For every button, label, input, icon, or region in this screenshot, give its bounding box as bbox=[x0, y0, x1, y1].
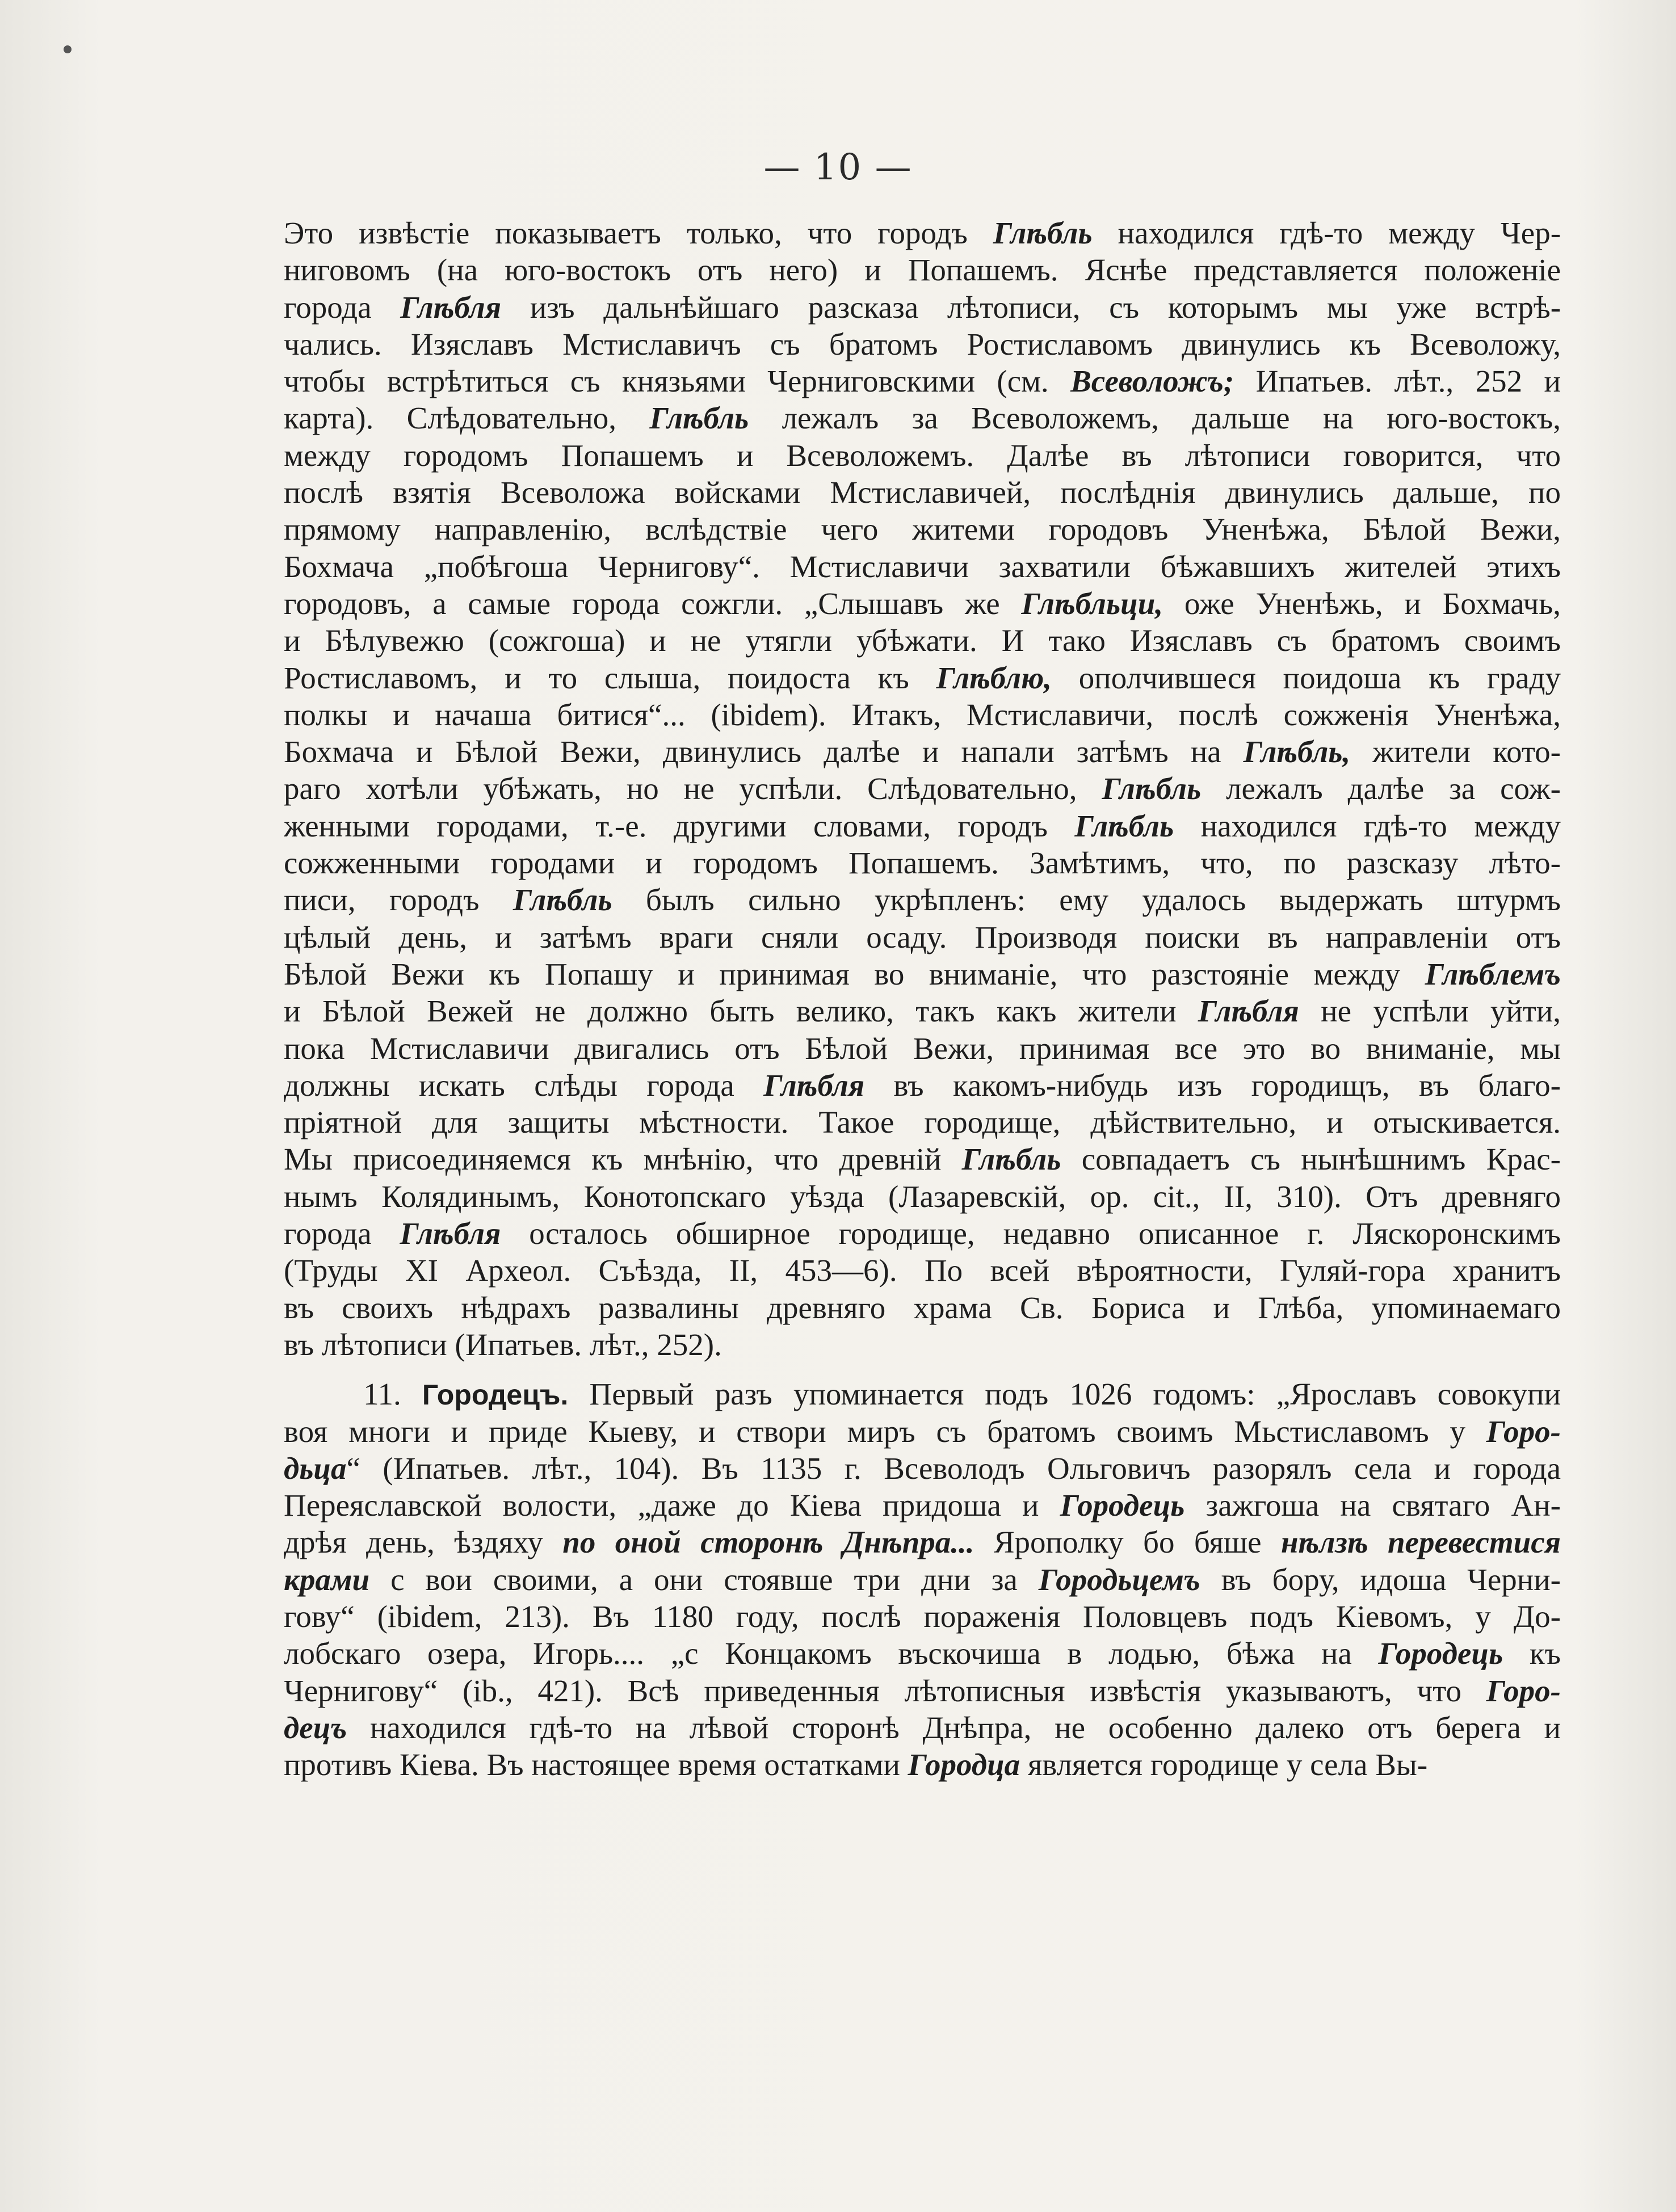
text-run: гову“ (ibidem, 213). Въ 1180 году, послѣ пораженія Половцевъ подъ Кіевомъ, у До- bbox=[284, 1599, 1561, 1634]
text-run: 11. bbox=[363, 1377, 422, 1412]
text-run: лежалъ далѣе за сож- bbox=[1201, 771, 1561, 806]
text-run: въ лѣтописи (Ипатьев. лѣт., 252). bbox=[284, 1327, 722, 1362]
italic-name: Глѣблю, bbox=[936, 660, 1052, 695]
text-run: дрѣя день, ѣздяху bbox=[284, 1525, 563, 1560]
text-run: осталось обширное городище, недавно описанное г. Ляскоронскимъ bbox=[501, 1216, 1561, 1251]
text-line bbox=[284, 1487, 1561, 1524]
text-line bbox=[284, 548, 1561, 585]
text-run: Ярополку бо бяше bbox=[974, 1525, 1281, 1560]
text-run: былъ сильно укрѣпленъ: ему удалось выдержать штурмъ bbox=[612, 882, 1561, 918]
text-line bbox=[284, 881, 1561, 918]
text-line bbox=[284, 1252, 1561, 1289]
text-run: чались. Изяславъ Мстиславичъ съ братомъ Ростиславомъ двинулись къ Всеволожу, bbox=[284, 326, 1561, 361]
text-line bbox=[284, 289, 1561, 326]
text-run: Чернигову“ (ib., 421). Всѣ приведенныя лѣтописныя извѣстія указываютъ, что bbox=[284, 1673, 1486, 1708]
text-run: зажгоша на святаго Ан- bbox=[1184, 1488, 1561, 1523]
text-run: является городище у села Вы- bbox=[1020, 1747, 1428, 1782]
text-run: Бохмача „побѣгоша Чернигову“. Мстиславичи захватили бѣжавшихъ жителей этихъ bbox=[284, 549, 1561, 584]
text-run: къ bbox=[1503, 1636, 1561, 1671]
text-run: Переяславской волости, „даже до Кіева придоша и bbox=[284, 1488, 1060, 1523]
italic-name: Глѣблемъ bbox=[1425, 956, 1561, 991]
italic-name: дьца bbox=[284, 1450, 347, 1486]
text-line bbox=[284, 844, 1561, 881]
italic-name: Глѣбля bbox=[400, 1216, 501, 1251]
italic-name: Глѣбля bbox=[400, 289, 502, 325]
text-line bbox=[284, 622, 1561, 659]
text-line bbox=[284, 1326, 1561, 1363]
italic-name: крами bbox=[284, 1562, 370, 1597]
text-line bbox=[284, 808, 1561, 844]
text-run: Ипатьев. лѣт., 252 и bbox=[1234, 364, 1561, 399]
text-run: пріятной для защиты мѣстности. Такое городище, дѣйствительно, и отыскивается. bbox=[284, 1105, 1561, 1140]
text-line bbox=[284, 1215, 1561, 1252]
italic-name: Горо- bbox=[1486, 1414, 1561, 1449]
text-line bbox=[284, 363, 1561, 399]
text-run: чтобы встрѣтиться съ князьями Черниговскими (см. bbox=[284, 364, 1071, 399]
text-line bbox=[284, 326, 1561, 363]
text-run: Первый разъ упоминается подъ 1026 годомъ: „Ярославъ совокупи bbox=[568, 1377, 1561, 1412]
text-line bbox=[284, 733, 1561, 770]
text-line bbox=[284, 251, 1561, 288]
text-run: города bbox=[284, 289, 401, 325]
text-run: с вои своими, а они стоявше три дни за bbox=[369, 1562, 1039, 1597]
text-line bbox=[284, 659, 1561, 696]
text-run: ополчившеся поидоша къ граду bbox=[1051, 660, 1561, 695]
text-run: противъ Кіева. Въ настоящее время остатками bbox=[284, 1747, 908, 1782]
text-line bbox=[284, 215, 1561, 251]
text-line bbox=[284, 1376, 1561, 1412]
italic-name: Горо- bbox=[1486, 1673, 1561, 1708]
text-line bbox=[284, 585, 1561, 622]
text-run: ниговомъ (на юго-востокъ отъ него) и Попашемъ. Яснѣе представляется положеніе bbox=[284, 253, 1561, 288]
text-line bbox=[284, 1635, 1561, 1672]
text-run: совпадаетъ съ нынѣшнимъ Крас- bbox=[1061, 1142, 1561, 1177]
italic-name: Глѣбльци, bbox=[1021, 586, 1163, 621]
text-run: женными городами, т.-е. другими словами, городъ bbox=[284, 808, 1075, 843]
text-run: нымъ Колядинымъ, Конотопскаго уѣзда (Лазаревскій, op. cit., II, 310). Отъ древняго bbox=[284, 1179, 1561, 1214]
text-line bbox=[284, 1104, 1561, 1141]
italic-name: Глѣбль bbox=[1074, 808, 1174, 843]
text-line bbox=[284, 1289, 1561, 1326]
text-line bbox=[284, 956, 1561, 993]
text-run: послѣ взятія Всеволожа войсками Мстиславичей, послѣднія двинулись дальше, по bbox=[284, 475, 1561, 510]
text-run: цѣлый день, и затѣмъ враги сняли осаду. Производя поиски въ направленіи отъ bbox=[284, 919, 1561, 954]
text-run: писи, городъ bbox=[284, 882, 513, 918]
page-number: — 10 — bbox=[763, 146, 913, 188]
paragraph-gorodets bbox=[284, 1376, 1561, 1783]
text-run: между городомъ Попашемъ и Всеволожемъ. Далѣе въ лѣтописи говорится, что bbox=[284, 438, 1561, 473]
text-run: Ростиславомъ, и то слыша, поидоста къ bbox=[284, 660, 936, 695]
italic-name: Глѣбль, bbox=[1243, 734, 1351, 769]
text-run: жители кото- bbox=[1350, 734, 1561, 769]
text-run: Бѣлой Вежи къ Попашу и принимая во вниманіе, что разстояніе между bbox=[284, 956, 1425, 991]
italic-name: Глѣбль bbox=[993, 216, 1093, 250]
text-run: (Труды XI Археол. Съѣзда, II, 453—6). По всей вѣроятности, Гуляй-гора хранитъ bbox=[284, 1253, 1561, 1288]
text-run: воя многи и приде Кыеву, и створи миръ съ братомъ своимъ Мьстиславомъ у bbox=[284, 1414, 1486, 1449]
text-run: Мы присоединяемся къ мнѣнію, что древній bbox=[284, 1142, 962, 1177]
text-line bbox=[284, 1709, 1561, 1746]
text-run: въ бору, идоша Черни- bbox=[1200, 1562, 1561, 1597]
text-line bbox=[284, 1672, 1561, 1709]
text-run: карта). Слѣдовательно, bbox=[284, 401, 650, 436]
text-line bbox=[284, 1598, 1561, 1635]
text-line bbox=[284, 1067, 1561, 1104]
text-run: городовъ, а самые города сожгли. „Слышавъ же bbox=[284, 586, 1022, 621]
italic-name: Всеволожъ; bbox=[1070, 364, 1234, 399]
text-run: находился гдѣ-то между bbox=[1174, 808, 1561, 843]
italic-name: Глѣбля bbox=[1198, 994, 1299, 1029]
italic-name: Городець bbox=[1378, 1636, 1503, 1671]
text-line bbox=[284, 1561, 1561, 1598]
text-line bbox=[284, 993, 1561, 1029]
text-line bbox=[284, 1746, 1561, 1783]
italic-name: Глѣбль bbox=[513, 882, 612, 918]
text-run: изъ дальнѣйшаго разсказа лѣтописи, съ которымъ мы уже встрѣ- bbox=[501, 289, 1561, 325]
italic-name: Городець bbox=[1060, 1488, 1185, 1523]
text-line bbox=[284, 1141, 1561, 1178]
text-line bbox=[284, 696, 1561, 733]
text-run: раго хотѣли убѣжать, но не успѣли. Слѣдовательно, bbox=[284, 771, 1102, 806]
paragraph-gleb bbox=[284, 215, 1561, 1363]
italic-name: Глѣбль bbox=[649, 401, 749, 436]
text-run: “ (Ипатьев. лѣт., 104). Въ 1135 г. Всеволодъ Ольговичъ разорялъ села и города bbox=[346, 1450, 1561, 1486]
text-line bbox=[284, 1413, 1561, 1450]
text-run: пока Мстиславичи двигались отъ Бѣлой Вежи, принимая все это во вниманіе, мы bbox=[284, 1031, 1561, 1066]
text-line bbox=[284, 511, 1561, 548]
text-run: не успѣли уйти, bbox=[1299, 994, 1561, 1029]
italic-name: децъ bbox=[284, 1710, 347, 1745]
text-run: города bbox=[284, 1216, 400, 1251]
text-line bbox=[284, 1178, 1561, 1215]
text-run: полкы и начаша битися“... (ibidem). Итакъ, Мстиславичи, послѣ сожженія Уненѣжа, bbox=[284, 697, 1561, 732]
italic-name: Глѣбль bbox=[961, 1142, 1061, 1177]
text-run: находился гдѣ-то между Чер- bbox=[1092, 216, 1561, 250]
text-run: оже Уненѣжь, и Бохмачь, bbox=[1163, 586, 1561, 621]
italic-name: по оной сторонѣ Днѣпра... bbox=[562, 1525, 974, 1560]
text-run: прямому направленію, вслѣдствіе чего житеми городовъ Уненѣжа, Бѣлой Вежи, bbox=[284, 512, 1561, 547]
text-line bbox=[284, 437, 1561, 474]
text-line bbox=[284, 1450, 1561, 1487]
text-run: въ какомъ-нибудь изъ городищъ, въ благо- bbox=[864, 1067, 1561, 1103]
ink-speck bbox=[64, 45, 72, 53]
text-block bbox=[284, 215, 1561, 1783]
text-line bbox=[284, 770, 1561, 807]
text-run: Бохмача и Бѣлой Вежи, двинулись далѣе и напали затѣмъ на bbox=[284, 734, 1244, 769]
text-run: находился гдѣ-то на лѣвой сторонѣ Днѣпра, не особенно далеко отъ берега и bbox=[347, 1710, 1561, 1745]
italic-name: Глѣбля bbox=[763, 1067, 865, 1103]
text-run: лобскаго озера, Игорь.... „с Концакомъ въскочиша в лодью, бѣжа на bbox=[284, 1636, 1379, 1671]
text-run: и Бѣлувежю (сожгоша) и не утягли убѣжати. И тако Изяславъ съ братомъ своимъ bbox=[284, 623, 1561, 658]
paragraph-gap bbox=[284, 1363, 1561, 1376]
text-line bbox=[284, 919, 1561, 956]
text-line bbox=[284, 1030, 1561, 1067]
section-heading: Городецъ. bbox=[422, 1379, 569, 1411]
italic-name: Городьцемъ bbox=[1038, 1562, 1200, 1597]
text-line bbox=[284, 399, 1561, 436]
text-line bbox=[284, 474, 1561, 511]
text-run: Это извѣстіе показываетъ только, что городъ bbox=[284, 216, 993, 250]
italic-name: Городца bbox=[908, 1747, 1020, 1782]
text-run: лежалъ за Всеволожемъ, дальше на юго-востокъ, bbox=[749, 401, 1561, 436]
text-run: въ своихъ нѣдрахъ развалины древняго храма Св. Бориса и Глѣба, упоминаемаго bbox=[284, 1290, 1561, 1325]
italic-name: Глѣбль bbox=[1102, 771, 1202, 806]
text-run: сожженными городами и городомъ Попашемъ. Замѣтимъ, что, по разсказу лѣто- bbox=[284, 846, 1561, 881]
italic-name: нѣлзѣ перевестися bbox=[1280, 1525, 1561, 1560]
text-run: и Бѣлой Вежей не должно быть велико, такъ какъ жители bbox=[284, 994, 1198, 1029]
text-line bbox=[284, 1524, 1561, 1561]
text-run: должны искать слѣды города bbox=[284, 1067, 764, 1103]
